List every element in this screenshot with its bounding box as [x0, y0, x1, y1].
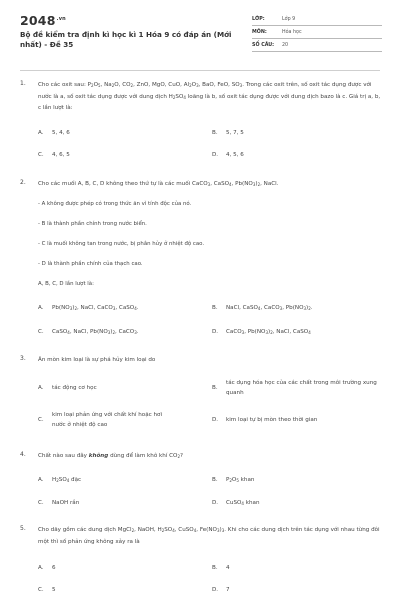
question-text: Cho dãy gồm các dung dịch MgCl$_2$, NaOH, $H_2SO_4$, CuSO$_4$, $Fe(NO_3)_3$. Khi cho các dung dịch trên tác dụng với nhau từng đôi một thì số phản ứng không xảy ra là	[38, 527, 380, 545]
option-text: 5, 7, 5	[226, 130, 244, 136]
option-letter: D.	[212, 152, 219, 158]
option-text: tác động cơ học	[52, 385, 97, 391]
question-number: 2.	[20, 179, 26, 186]
option-letter: B.	[212, 130, 218, 136]
option-text: 5	[52, 587, 56, 593]
answer-option-c[interactable]	[38, 328, 208, 337]
logo-suffix: .vn	[56, 15, 66, 22]
question-5	[20, 525, 382, 597]
question-3	[20, 355, 382, 445]
option-letter: C.	[38, 152, 44, 158]
question-number: 1.	[20, 80, 26, 87]
meta-key: LỚP:	[252, 16, 265, 22]
option-text: CuSO$_4$ khan	[226, 500, 260, 506]
option-text: CaCO$_3$, $Pb(NO_3)_2$, NaCl, CaSO$_4$	[226, 329, 311, 335]
meta-value: 20	[282, 42, 289, 48]
option-text: 4, 6, 5	[52, 152, 70, 158]
meta-row-subject	[252, 26, 382, 39]
answer-option-d[interactable]	[212, 416, 377, 424]
option-text: NaCl, CaSO$_4$, CaCO$_3$, $Pb(NO_3)_2$.	[226, 305, 313, 311]
answer-option-b[interactable]	[212, 129, 372, 137]
option-text: 4, 5, 6	[226, 152, 244, 158]
logo-text: 2048	[20, 13, 56, 28]
question-1	[20, 80, 382, 170]
option-letter: B.	[212, 477, 218, 483]
question-note: - A không được phép có trong thức ăn vì tính độc của nó.	[38, 201, 192, 207]
answer-option-d[interactable]	[212, 328, 382, 337]
option-letter: A.	[38, 130, 44, 136]
meta-value: Lớp 9	[282, 16, 296, 22]
option-letter: B.	[212, 305, 218, 311]
answer-option-a[interactable]	[38, 129, 198, 137]
option-letter: A.	[38, 385, 44, 391]
answer-option-b[interactable]	[212, 564, 372, 572]
meta-value: Hóa học	[282, 29, 302, 35]
option-letter: A.	[38, 305, 44, 311]
option-letter: A.	[38, 477, 44, 483]
option-text: $H_2SO_4$ đặc	[52, 477, 82, 483]
answer-option-a[interactable]	[38, 304, 208, 313]
question-note: A, B, C, D lần lượt là:	[38, 281, 94, 287]
answer-option-b[interactable]	[212, 379, 377, 398]
site-logo[interactable]	[20, 13, 66, 28]
option-letter: C.	[38, 587, 44, 593]
answer-option-c[interactable]	[38, 586, 198, 594]
option-text: NaOH rắn	[52, 500, 80, 506]
option-letter: B.	[212, 565, 218, 571]
question-note: - C là muối không tan trong nước, bị phân hủy ở nhiệt độ cao.	[38, 241, 205, 247]
option-text: 7	[226, 587, 230, 593]
question-text: Ăn mòn kim loại là sự phá hủy kim loại do	[38, 357, 156, 363]
option-letter: A.	[38, 565, 44, 571]
option-letter: D.	[212, 587, 219, 593]
answer-option-c[interactable]	[38, 499, 198, 507]
meta-table	[252, 13, 382, 52]
answer-option-c[interactable]	[38, 411, 203, 430]
meta-key: SỐ CÂU:	[252, 42, 275, 48]
question-number: 3.	[20, 355, 26, 362]
question-text: Cho các muối A, B, C, D không theo thứ tự là các muối CaCO$_3$, CaSO$_4$, $Pb(NO_3)_2$, NaCl.	[38, 181, 279, 187]
option-text: 6	[52, 565, 56, 571]
option-text: tác dụng hóa học của các chất trong môi trường xung quanh	[226, 380, 377, 396]
answer-option-b[interactable]	[212, 476, 372, 485]
option-letter: C.	[38, 329, 44, 335]
question-note: - B là thành phần chính trong nước biển.	[38, 221, 147, 227]
answer-option-a[interactable]	[38, 564, 198, 572]
option-letter: D.	[212, 417, 219, 423]
option-text: CaSO$_4$, NaCl, $Pb(NO_3)_2$, CaCO$_3$.	[52, 329, 139, 335]
answer-option-a[interactable]	[38, 476, 198, 485]
question-number: 4.	[20, 451, 26, 458]
option-text: $P_2O_5$ khan	[226, 477, 255, 483]
question-4	[20, 451, 382, 516]
option-letter: C.	[38, 500, 44, 506]
question-2	[20, 179, 382, 354]
option-letter: D.	[212, 329, 219, 335]
answer-option-d[interactable]	[212, 499, 372, 508]
answer-option-d[interactable]	[212, 151, 372, 159]
question-note: - D là thành phần chính của thạch cao.	[38, 261, 143, 267]
answer-option-a[interactable]	[38, 384, 203, 392]
answer-option-b[interactable]	[212, 304, 382, 313]
question-text: Cho các oxit sau: $P_2O_5$, $Na_2O$, $CO_2$, ZnO, MgO, CuO, $Al_2O_3$, BaO, FeO, $SO_3$. Trong các oxit trên, số oxit tác dụng được với nước là a, số oxit tác dụng được với dung dịch $H_2SO_4$ loãng là b, số oxit tác dụng được với dung dịch bazo là c. Giá trị a, b, c lần lượt là:	[38, 82, 381, 111]
option-text: kim loại tự bị mòn theo thời gian	[226, 417, 318, 423]
answer-option-d[interactable]	[212, 586, 372, 594]
page-title: Bộ đề kiểm tra định kì học kì 1 Hóa 9 có đáp án (Mới nhất) - Đề 35	[20, 30, 232, 49]
question-text: Chất nào sau đây không dùng để làm khô khí $CO_2$?	[38, 453, 183, 459]
question-number: 5.	[20, 525, 26, 532]
option-text: $Pb(NO_3)_2$, NaCl, CaCO$_3$, CaSO$_4$.	[52, 305, 139, 311]
option-letter: C.	[38, 417, 44, 423]
option-letter: D.	[212, 500, 219, 506]
header-divider	[20, 70, 380, 71]
meta-row-class	[252, 13, 382, 26]
meta-key: MÔN:	[252, 29, 267, 35]
option-text: 4	[226, 565, 230, 571]
meta-row-count	[252, 39, 382, 52]
option-letter: B.	[212, 385, 218, 391]
answer-option-c[interactable]	[38, 151, 198, 159]
option-text: 5, 4, 6	[52, 130, 70, 136]
option-text: kim loại phản ứng với chất khí hoặc hơi nước ở nhiệt độ cao	[52, 412, 162, 428]
